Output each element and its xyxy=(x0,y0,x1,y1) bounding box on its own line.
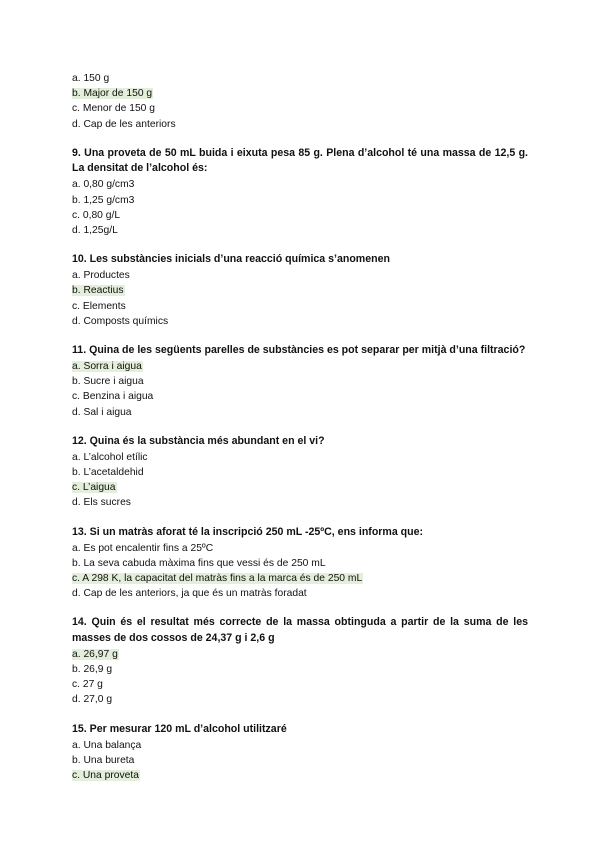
answer-option-text: b. 1,25 g/cm3 xyxy=(72,194,135,206)
question-text: 9. Una proveta de 50 mL buida i eixuta pesa 85 g. Plena d’alcohol té una massa de 12,5 g. La densitat de l’alcohol és: xyxy=(72,146,528,175)
answer-option xyxy=(72,299,528,314)
answer-option-text: b. Major de 150 g xyxy=(72,88,153,100)
answer-option-text: a. Productes xyxy=(72,270,130,282)
answer-option-text: b. 26,9 g xyxy=(72,664,113,676)
answer-option-text: a. Sorra i aigua xyxy=(72,360,142,372)
answer-option xyxy=(72,193,528,208)
answer-option-correct xyxy=(72,571,528,586)
answer-option xyxy=(72,556,528,571)
answer-option-text: c. A 298 K, la capacitat del matràs fins a la marca és de 250 mL xyxy=(72,572,363,584)
answer-option xyxy=(72,177,528,192)
answer-option xyxy=(72,223,528,238)
answer-option-text: d. Els sucres xyxy=(72,497,131,509)
answer-option-correct xyxy=(72,647,528,662)
answer-option-text: c. 0,80 g/L xyxy=(72,209,121,221)
question-text: 12. Quina és la substància més abundant en el vi? xyxy=(72,434,325,447)
answer-option-correct xyxy=(72,480,528,495)
answer-option-text: a. 150 g xyxy=(72,73,110,84)
answer-option-correct xyxy=(72,359,528,374)
answer-option xyxy=(72,541,528,556)
question-text: 10. Les substàncies inicials d’una reacció química s’anomenen xyxy=(72,253,390,266)
answer-option-text: b. Una bureta xyxy=(72,754,135,766)
answer-option xyxy=(72,753,528,768)
question-1 xyxy=(72,71,528,132)
question-5 xyxy=(72,434,528,511)
question-text: 11. Quina de les següents parelles de substàncies es pot separar per mitjà d’una filtració? xyxy=(72,343,526,356)
answer-option-text: d. Sal i aigua xyxy=(72,406,132,418)
answer-option-text: b. L’acetaldehid xyxy=(72,466,144,478)
answer-option xyxy=(72,314,528,329)
answer-option xyxy=(72,450,528,465)
answer-option-text: b. Sucre i aigua xyxy=(72,376,144,388)
answer-option-text: c. Benzina i aigua xyxy=(72,391,154,403)
answer-option-text: d. Composts químics xyxy=(72,315,169,327)
question-text: 15. Per mesurar 120 mL d’alcohol utilitzaré xyxy=(72,722,287,735)
question-text: 13. Si un matràs aforat té la inscripció 250 mL -25ºC, ens informa que: xyxy=(72,525,424,538)
quiz-content xyxy=(72,71,528,797)
answer-option xyxy=(72,208,528,223)
answer-option-text: a. Es pot encalentir fins a 25ºC xyxy=(72,542,214,554)
question-8 xyxy=(72,722,528,784)
answer-option-text: a. 0,80 g/cm3 xyxy=(72,179,135,191)
answer-option xyxy=(72,405,528,420)
question-7 xyxy=(72,615,528,707)
answer-option-text: d. 1,25g/L xyxy=(72,224,118,236)
answer-option-text: c. L’aigua xyxy=(72,482,116,494)
answer-option-text: d. Cap de les anteriors xyxy=(72,118,176,130)
answer-option xyxy=(72,117,528,132)
question-6 xyxy=(72,525,528,602)
answer-option xyxy=(72,677,528,692)
answer-option xyxy=(72,101,528,116)
answer-option xyxy=(72,268,528,283)
answer-option xyxy=(72,738,528,753)
answer-option-text: c. Menor de 150 g xyxy=(72,103,155,115)
answer-option-text: c. Elements xyxy=(72,300,126,312)
answer-option-text: d. 27,0 g xyxy=(72,694,113,706)
answer-option xyxy=(72,692,528,707)
answer-option xyxy=(72,374,528,389)
question-text: 14. Quin és el resultat més correcte de la massa obtinguda a partir de la suma de les masses de dos cossos de 24,37 g i 2,6 g xyxy=(72,616,528,644)
answer-option xyxy=(72,465,528,480)
answer-option xyxy=(72,389,528,404)
question-3 xyxy=(72,252,528,329)
answer-option-correct xyxy=(72,283,528,298)
answer-option xyxy=(72,495,528,510)
answer-option-correct xyxy=(72,86,528,101)
answer-option-text: a. L’alcohol etílic xyxy=(72,451,148,463)
answer-option-text: b. Reactius xyxy=(72,285,124,297)
answer-option xyxy=(72,662,528,677)
question-2 xyxy=(72,146,528,238)
answer-option-text: a. Una balança xyxy=(72,739,142,751)
answer-option-text: d. Cap de les anteriors, ja que és un matràs foradat xyxy=(72,588,307,600)
answer-option-text: c. Una proveta xyxy=(72,770,139,782)
answer-option xyxy=(72,71,528,86)
question-4 xyxy=(72,343,528,420)
answer-option-text: c. 27 g xyxy=(72,679,103,691)
answer-option xyxy=(72,586,528,601)
answer-option-correct xyxy=(72,768,528,783)
answer-option-text: b. La seva cabuda màxima fins que vessi és de 250 mL xyxy=(72,557,326,569)
answer-option-text: a. 26,97 g xyxy=(72,648,118,660)
